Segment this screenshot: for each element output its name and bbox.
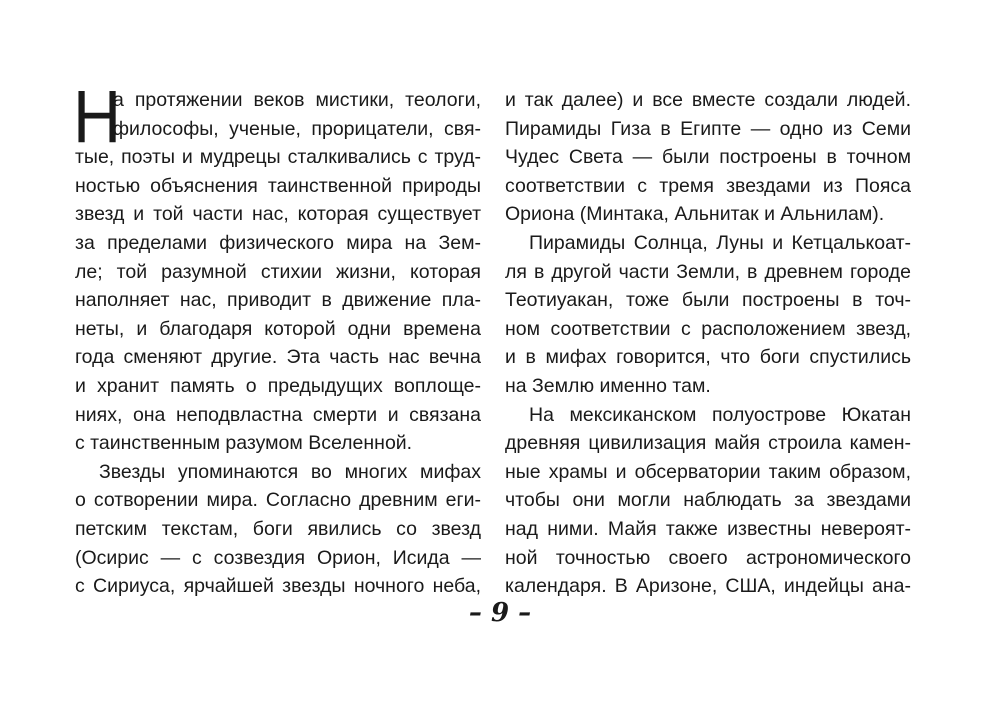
text-line: Пирамиды Гиза в Египте — одно из Семи [505,117,911,140]
text-line: наполняет нас, приводит в движение пла- [75,289,481,312]
text-line: чтобы они могли наблюдать за звездами [505,489,911,512]
right-column-lines [505,86,911,601]
text-line: философы, ученые, прорицатели, свя- [113,117,481,140]
text-line: о сотворении мира. Согласно древним еги- [75,489,481,512]
text-line: над ними. Майя также известны невероят- [505,517,911,540]
text-line: Чудес Света — были построены в точном [505,146,911,169]
text-line: и так далее) и все вместе создали людей. [505,89,911,111]
text-line: года сменяют другие. Эта часть нас вечна [75,346,481,369]
text-line: соответствии с тремя звездами из Пояса [505,174,911,197]
text-line: тые, поэты и мудрецы сталкивались с труд- [75,146,481,169]
text-line: а протяжении веков мистики, теологи, [113,89,481,111]
text-line: с таинственным разумом Вселенной. [75,432,413,455]
text-line: на Землю именно там. [505,374,711,397]
text-line: На мексиканском полуострове Юкатан [529,403,911,426]
text-line: с Сириуса, ярчайшей звезды ночного неба, [75,575,481,598]
text-line: календаря. В Аризоне, США, индейцы ана- [505,575,911,598]
text-line: ностью объяснения таинственной природы [75,174,481,197]
text-line: Пирамиды Солнца, Луны и Кетцалькоат- [529,231,911,254]
left-column-lines [73,75,481,601]
text-line: и в мифах говорится, что боги спустились [505,346,911,369]
text-line: ной точностью своего астрономического [505,546,911,569]
drop-cap-letter: Н [73,75,122,158]
text-line: Ориона (Минтака, Альнитак и Альнилам). [505,203,885,226]
right-text-column [505,86,911,601]
text-line: Звезды упоминаются во многих мифах [99,460,481,483]
text-line: ниях, она неподвластна смерти и связана [75,403,481,426]
text-line: неты, и благодаря которой одни времена [75,317,481,340]
text-line: древняя цивилизация майя строила камен- [505,432,911,455]
text-line: за пределами физического мира на Зем- [75,231,481,254]
text-line: и хранит память о предыдущих воплоще- [75,374,481,397]
text-line: звезд и той части нас, которая существует [75,203,481,226]
text-line: ля в другой части Земли, в древнем городе [505,260,911,283]
text-line: ные храмы и обсерватории таким образом, [505,460,911,483]
text-line: ле; той разумной стихии жизни, которая [75,260,481,283]
left-text-column [73,75,481,601]
text-line: Теотиуакан, тоже были построены в точ- [505,289,911,312]
text-line: (Осирис — с созвездия Орион, Исида — [75,546,481,569]
text-line: ном соответствии с расположением звезд, [505,317,911,340]
text-line: петским текстам, боги явились со звезд [75,517,481,540]
page-number: – 9 – [468,598,532,628]
